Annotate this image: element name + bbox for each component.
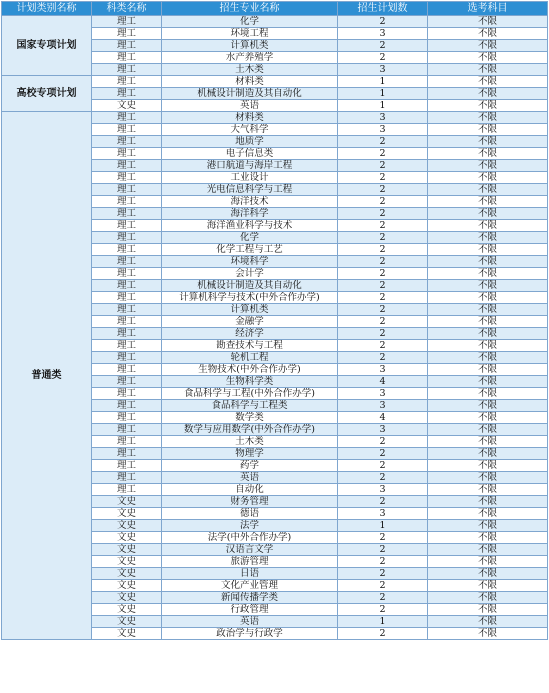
plan-count-cell: 3 [338,124,428,136]
required-subjects-cell: 不限 [428,304,548,316]
subject-category-cell: 理工 [92,424,162,436]
subject-category-cell: 理工 [92,172,162,184]
major-name-cell: 英语 [162,100,338,112]
required-subjects-cell: 不限 [428,568,548,580]
subject-category-cell: 理工 [92,148,162,160]
required-subjects-cell: 不限 [428,40,548,52]
plan-count-cell: 2 [338,172,428,184]
major-name-cell: 生物科学类 [162,376,338,388]
plan-count-cell: 3 [338,64,428,76]
required-subjects-cell: 不限 [428,616,548,628]
major-name-cell: 日语 [162,568,338,580]
major-name-cell: 轮机工程 [162,352,338,364]
plan-count-cell: 3 [338,424,428,436]
plan-count-cell: 2 [338,472,428,484]
major-name-cell: 旅游管理 [162,556,338,568]
major-name-cell: 材料类 [162,76,338,88]
subject-category-cell: 文史 [92,544,162,556]
subject-category-cell: 理工 [92,124,162,136]
required-subjects-cell: 不限 [428,232,548,244]
required-subjects-cell: 不限 [428,28,548,40]
subject-category-cell: 文史 [92,604,162,616]
subject-category-cell: 理工 [92,88,162,100]
required-subjects-cell: 不限 [428,208,548,220]
plan-count-cell: 2 [338,256,428,268]
major-name-cell: 材料类 [162,112,338,124]
subject-category-cell: 理工 [92,268,162,280]
major-name-cell: 地质学 [162,136,338,148]
required-subjects-cell: 不限 [428,352,548,364]
major-name-cell: 数学类 [162,412,338,424]
plan-count-cell: 3 [338,28,428,40]
required-subjects-cell: 不限 [428,316,548,328]
subject-category-cell: 理工 [92,232,162,244]
subject-category-cell: 理工 [92,436,162,448]
subject-category-cell: 理工 [92,388,162,400]
required-subjects-cell: 不限 [428,328,548,340]
major-name-cell: 法学(中外合作办学) [162,532,338,544]
subject-category-cell: 理工 [92,196,162,208]
required-subjects-cell: 不限 [428,160,548,172]
major-name-cell: 计算机类 [162,40,338,52]
plan-count-cell: 2 [338,328,428,340]
plan-category-cell: 国家专项计划 [2,16,92,76]
subject-category-cell: 理工 [92,340,162,352]
major-name-cell: 化学 [162,16,338,28]
plan-count-cell: 3 [338,508,428,520]
header-plan-count: 招生计划数 [338,2,428,16]
plan-count-cell: 2 [338,592,428,604]
plan-count-cell: 3 [338,112,428,124]
plan-count-cell: 2 [338,292,428,304]
table-row [2,76,548,88]
major-name-cell: 食品科学与工程(中外合作办学) [162,388,338,400]
required-subjects-cell: 不限 [428,436,548,448]
required-subjects-cell: 不限 [428,592,548,604]
major-name-cell: 光电信息科学与工程 [162,184,338,196]
plan-count-cell: 1 [338,76,428,88]
required-subjects-cell: 不限 [428,388,548,400]
major-name-cell: 政治学与行政学 [162,628,338,640]
subject-category-cell: 理工 [92,328,162,340]
required-subjects-cell: 不限 [428,544,548,556]
major-name-cell: 法学 [162,520,338,532]
plan-count-cell: 2 [338,160,428,172]
subject-category-cell: 理工 [92,280,162,292]
required-subjects-cell: 不限 [428,340,548,352]
plan-count-cell: 2 [338,496,428,508]
plan-count-cell: 2 [338,280,428,292]
major-name-cell: 计算机科学与技术(中外合作办学) [162,292,338,304]
required-subjects-cell: 不限 [428,604,548,616]
plan-count-cell: 1 [338,520,428,532]
plan-count-cell: 2 [338,436,428,448]
table-row [2,16,548,28]
subject-category-cell: 理工 [92,316,162,328]
major-name-cell: 工业设计 [162,172,338,184]
required-subjects-cell: 不限 [428,556,548,568]
major-name-cell: 港口航道与海岸工程 [162,160,338,172]
subject-category-cell: 理工 [92,136,162,148]
required-subjects-cell: 不限 [428,184,548,196]
plan-count-cell: 2 [338,580,428,592]
required-subjects-cell: 不限 [428,196,548,208]
subject-category-cell: 文史 [92,568,162,580]
major-name-cell: 金融学 [162,316,338,328]
subject-category-cell: 理工 [92,16,162,28]
major-name-cell: 机械设计制造及其自动化 [162,88,338,100]
plan-count-cell: 2 [338,340,428,352]
header-plan-category: 计划类别名称 [2,2,92,16]
subject-category-cell: 理工 [92,256,162,268]
plan-count-cell: 2 [338,244,428,256]
required-subjects-cell: 不限 [428,172,548,184]
required-subjects-cell: 不限 [428,424,548,436]
subject-category-cell: 理工 [92,460,162,472]
major-name-cell: 行政管理 [162,604,338,616]
required-subjects-cell: 不限 [428,268,548,280]
plan-count-cell: 3 [338,484,428,496]
plan-count-cell: 1 [338,88,428,100]
subject-category-cell: 理工 [92,64,162,76]
plan-count-cell: 2 [338,460,428,472]
plan-count-cell: 2 [338,148,428,160]
required-subjects-cell: 不限 [428,64,548,76]
subject-category-cell: 理工 [92,28,162,40]
header-required-subjects: 选考科目 [428,2,548,16]
subject-category-cell: 理工 [92,484,162,496]
plan-count-cell: 2 [338,220,428,232]
major-name-cell: 海洋技术 [162,196,338,208]
plan-count-cell: 2 [338,352,428,364]
subject-category-cell: 理工 [92,304,162,316]
subject-category-cell: 理工 [92,208,162,220]
subject-category-cell: 理工 [92,112,162,124]
major-name-cell: 电子信息类 [162,148,338,160]
required-subjects-cell: 不限 [428,136,548,148]
major-name-cell: 勘查技术与工程 [162,340,338,352]
plan-category-cell: 高校专项计划 [2,76,92,112]
major-name-cell: 药学 [162,460,338,472]
subject-category-cell: 理工 [92,76,162,88]
subject-category-cell: 理工 [92,472,162,484]
plan-count-cell: 2 [338,196,428,208]
subject-category-cell: 文史 [92,520,162,532]
plan-count-cell: 1 [338,616,428,628]
plan-count-cell: 3 [338,400,428,412]
required-subjects-cell: 不限 [428,76,548,88]
required-subjects-cell: 不限 [428,400,548,412]
major-name-cell: 机械设计制造及其自动化 [162,280,338,292]
required-subjects-cell: 不限 [428,628,548,640]
plan-count-cell: 2 [338,268,428,280]
major-name-cell: 化学 [162,232,338,244]
subject-category-cell: 理工 [92,400,162,412]
plan-count-cell: 2 [338,208,428,220]
major-name-cell: 水产养殖学 [162,52,338,64]
plan-count-cell: 2 [338,136,428,148]
subject-category-cell: 理工 [92,352,162,364]
plan-count-cell: 2 [338,40,428,52]
major-name-cell: 物理学 [162,448,338,460]
plan-count-cell: 2 [338,316,428,328]
required-subjects-cell: 不限 [428,100,548,112]
required-subjects-cell: 不限 [428,292,548,304]
required-subjects-cell: 不限 [428,148,548,160]
major-name-cell: 数学与应用数学(中外合作办学) [162,424,338,436]
required-subjects-cell: 不限 [428,532,548,544]
plan-count-cell: 2 [338,532,428,544]
required-subjects-cell: 不限 [428,460,548,472]
major-name-cell: 生物技术(中外合作办学) [162,364,338,376]
subject-category-cell: 文史 [92,616,162,628]
major-name-cell: 环境工程 [162,28,338,40]
subject-category-cell: 文史 [92,508,162,520]
major-name-cell: 化学工程与工艺 [162,244,338,256]
plan-count-cell: 2 [338,568,428,580]
major-name-cell: 自动化 [162,484,338,496]
plan-count-cell: 2 [338,556,428,568]
subject-category-cell: 文史 [92,496,162,508]
plan-count-cell: 4 [338,376,428,388]
major-name-cell: 文化产业管理 [162,580,338,592]
required-subjects-cell: 不限 [428,580,548,592]
major-name-cell: 新闻传播学类 [162,592,338,604]
plan-category-cell: 普通类 [2,112,92,640]
table-body [2,16,548,640]
plan-count-cell: 3 [338,388,428,400]
major-name-cell: 英语 [162,472,338,484]
required-subjects-cell: 不限 [428,508,548,520]
plan-count-cell: 2 [338,544,428,556]
major-name-cell: 英语 [162,616,338,628]
required-subjects-cell: 不限 [428,220,548,232]
subject-category-cell: 理工 [92,292,162,304]
required-subjects-cell: 不限 [428,520,548,532]
major-name-cell: 土木类 [162,436,338,448]
header-subject-category: 科类名称 [92,2,162,16]
table-row [2,112,548,124]
plan-count-cell: 4 [338,412,428,424]
required-subjects-cell: 不限 [428,244,548,256]
subject-category-cell: 理工 [92,40,162,52]
subject-category-cell: 文史 [92,100,162,112]
header-major-name: 招生专业名称 [162,2,338,16]
plan-count-cell: 2 [338,232,428,244]
subject-category-cell: 文史 [92,592,162,604]
subject-category-cell: 理工 [92,412,162,424]
plan-count-cell: 3 [338,364,428,376]
enrollment-plan-table [1,1,548,640]
required-subjects-cell: 不限 [428,88,548,100]
major-name-cell: 大气科学 [162,124,338,136]
plan-count-cell: 2 [338,628,428,640]
required-subjects-cell: 不限 [428,256,548,268]
major-name-cell: 会计学 [162,268,338,280]
plan-count-cell: 2 [338,16,428,28]
plan-count-cell: 1 [338,100,428,112]
required-subjects-cell: 不限 [428,280,548,292]
subject-category-cell: 理工 [92,448,162,460]
major-name-cell: 土木类 [162,64,338,76]
major-name-cell: 汉语言文学 [162,544,338,556]
plan-count-cell: 2 [338,52,428,64]
subject-category-cell: 理工 [92,376,162,388]
subject-category-cell: 文史 [92,556,162,568]
subject-category-cell: 理工 [92,52,162,64]
plan-count-cell: 2 [338,604,428,616]
major-name-cell: 财务管理 [162,496,338,508]
major-name-cell: 环境科学 [162,256,338,268]
required-subjects-cell: 不限 [428,412,548,424]
header-row [2,2,548,16]
plan-count-cell: 2 [338,448,428,460]
required-subjects-cell: 不限 [428,112,548,124]
required-subjects-cell: 不限 [428,364,548,376]
subject-category-cell: 文史 [92,628,162,640]
major-name-cell: 海洋渔业科学与技术 [162,220,338,232]
required-subjects-cell: 不限 [428,376,548,388]
major-name-cell: 海洋科学 [162,208,338,220]
required-subjects-cell: 不限 [428,448,548,460]
major-name-cell: 德语 [162,508,338,520]
required-subjects-cell: 不限 [428,124,548,136]
required-subjects-cell: 不限 [428,472,548,484]
plan-count-cell: 2 [338,304,428,316]
required-subjects-cell: 不限 [428,52,548,64]
subject-category-cell: 文史 [92,580,162,592]
major-name-cell: 经济学 [162,328,338,340]
major-name-cell: 食品科学与工程类 [162,400,338,412]
subject-category-cell: 理工 [92,184,162,196]
subject-category-cell: 理工 [92,160,162,172]
plan-count-cell: 2 [338,184,428,196]
subject-category-cell: 文史 [92,532,162,544]
subject-category-cell: 理工 [92,364,162,376]
required-subjects-cell: 不限 [428,16,548,28]
major-name-cell: 计算机类 [162,304,338,316]
required-subjects-cell: 不限 [428,496,548,508]
required-subjects-cell: 不限 [428,484,548,496]
subject-category-cell: 理工 [92,244,162,256]
subject-category-cell: 理工 [92,220,162,232]
